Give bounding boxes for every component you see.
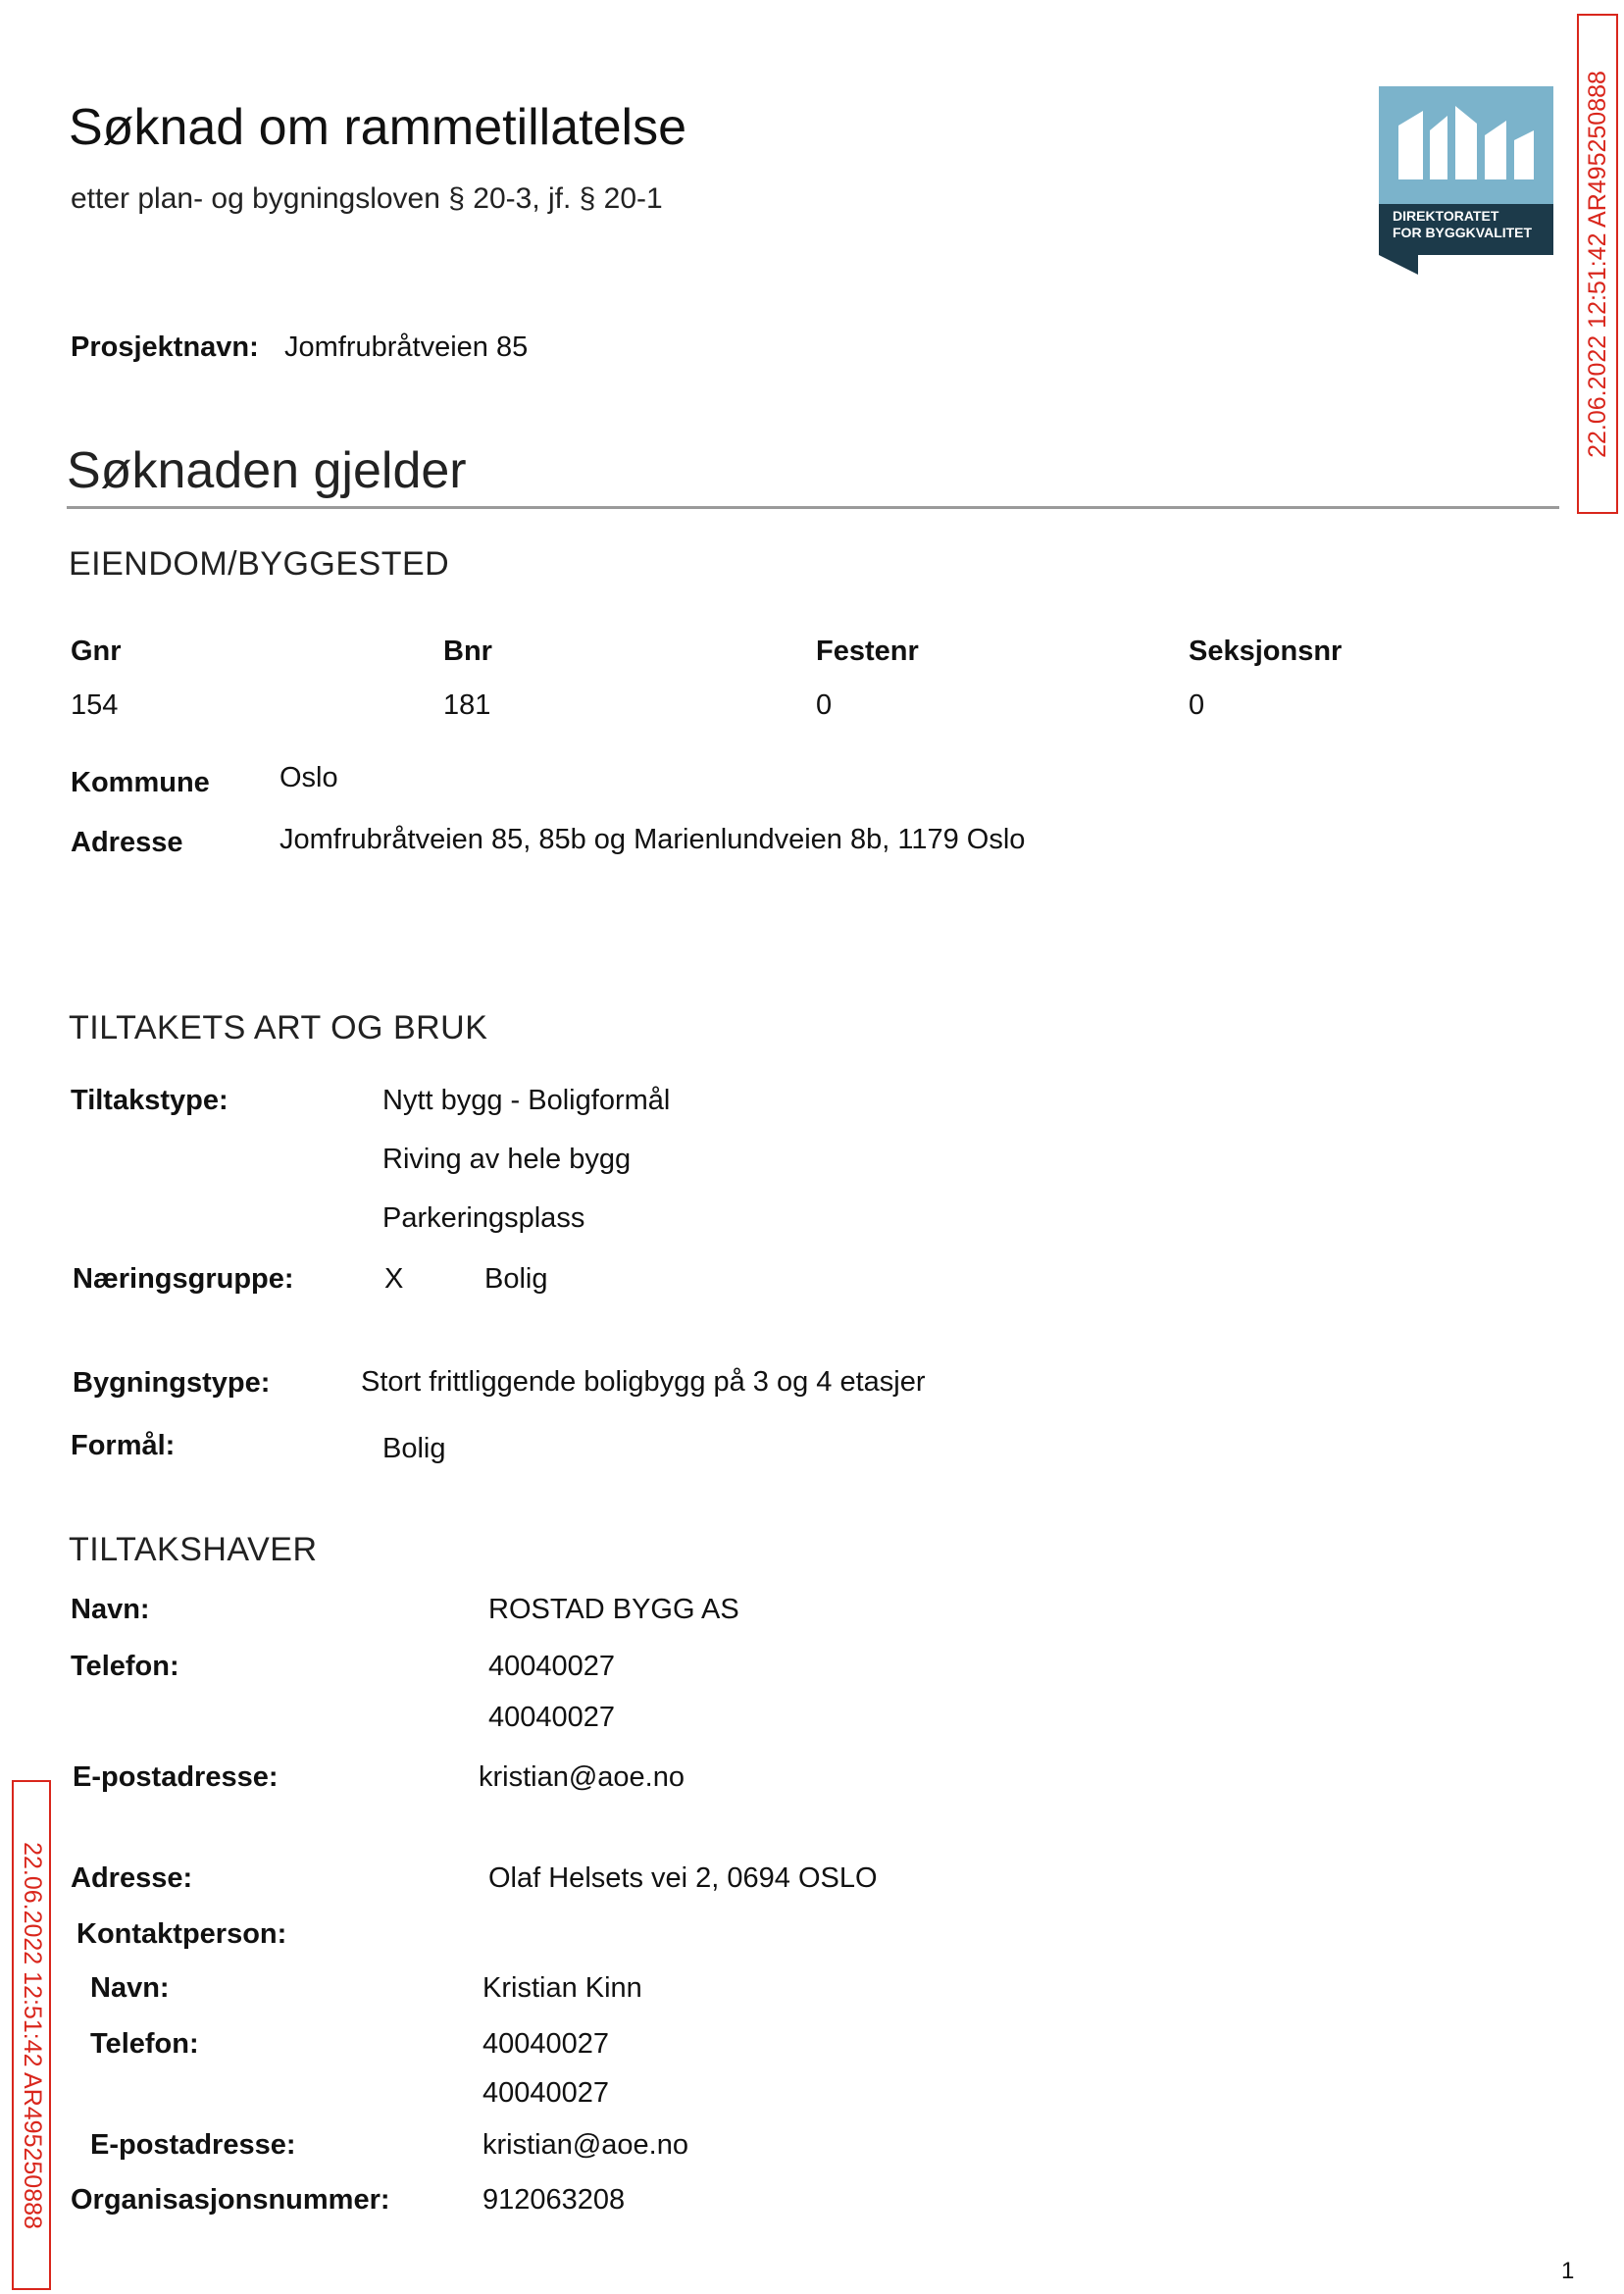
dibk-logo-icon bbox=[1379, 86, 1553, 275]
festenr-label: Festenr bbox=[816, 636, 919, 667]
adresse-value: Jomfrubråtveien 85, 85b og Marienlundveien 8b, 1179 Oslo bbox=[279, 824, 1026, 855]
formaal-value: Bolig bbox=[382, 1433, 446, 1464]
bnr-value: 181 bbox=[443, 689, 491, 721]
organisasjonsnummer-label: Organisasjonsnummer: bbox=[71, 2184, 390, 2216]
document-title: Søknad om rammetillatelse bbox=[69, 99, 686, 156]
naeringsgruppe-value: Bolig bbox=[484, 1263, 548, 1295]
tiltakshaver-epost-value: kristian@aoe.no bbox=[479, 1761, 685, 1793]
tiltakshaver-telefon-value: 40040027 bbox=[488, 1702, 616, 1733]
tiltakstype-item: Nytt bygg - Boligformål bbox=[382, 1085, 671, 1116]
logo-text-line2: FOR BYGGKVALITET bbox=[1393, 225, 1533, 240]
logo-text bbox=[1393, 208, 1532, 241]
tiltakshaver-epost-label: E-postadresse: bbox=[73, 1761, 279, 1793]
tiltakshaver-telefon-label: Telefon: bbox=[71, 1651, 179, 1682]
kontakt-epost-label: E-postadresse: bbox=[90, 2129, 296, 2161]
tiltakshaver-navn-label: Navn: bbox=[71, 1594, 150, 1625]
bygningstype-label: Bygningstype: bbox=[73, 1367, 271, 1399]
gnr-value: 154 bbox=[71, 689, 119, 721]
date-stamp-top bbox=[1577, 14, 1618, 514]
section-title: Søknaden gjelder bbox=[67, 442, 467, 499]
project-label: Prosjektnavn: bbox=[71, 331, 259, 363]
eiendom-heading: EIENDOM/BYGGESTED bbox=[69, 545, 450, 583]
kontakt-telefon-value: 40040027 bbox=[482, 2077, 610, 2109]
page-number: 1 bbox=[1561, 2258, 1575, 2284]
tiltak-heading: TILTAKETS ART OG BRUK bbox=[69, 1009, 488, 1046]
date-stamp-bottom-text: 22.06.2022 12:51:42 AR495250888 bbox=[18, 1841, 46, 2229]
tiltakstype-item: Riving av hele bygg bbox=[382, 1144, 632, 1175]
kontakt-telefon-value: 40040027 bbox=[482, 2028, 610, 2060]
project-value: Jomfrubråtveien 85 bbox=[284, 331, 529, 363]
gnr-label: Gnr bbox=[71, 636, 122, 667]
kommune-value: Oslo bbox=[279, 762, 338, 793]
kommune-label: Kommune bbox=[71, 767, 210, 798]
tiltakshaver-adresse-label: Adresse: bbox=[71, 1862, 193, 1894]
tiltakshaver-heading: TILTAKSHAVER bbox=[69, 1531, 318, 1568]
section-divider bbox=[67, 506, 1559, 509]
adresse-label: Adresse bbox=[71, 827, 183, 858]
kontaktperson-label: Kontaktperson: bbox=[76, 1918, 287, 1950]
date-stamp-top-text: 22.06.2022 12:51:42 AR495250888 bbox=[1583, 70, 1611, 458]
organisasjonsnummer-value: 912063208 bbox=[482, 2184, 626, 2216]
seksjonsnr-label: Seksjonsnr bbox=[1189, 636, 1343, 667]
bnr-label: Bnr bbox=[443, 636, 492, 667]
bygningstype-value: Stort frittliggende boligbygg på 3 og 4 etasjer bbox=[361, 1366, 926, 1398]
tiltakstype-item: Parkeringsplass bbox=[382, 1202, 585, 1234]
kontakt-telefon-label: Telefon: bbox=[90, 2028, 199, 2060]
logo-text-line1: DIREKTORATET bbox=[1393, 208, 1499, 224]
date-stamp-bottom bbox=[12, 1780, 51, 2290]
tiltakstype-label: Tiltakstype: bbox=[71, 1085, 228, 1116]
naeringsgruppe-label: Næringsgruppe: bbox=[73, 1263, 294, 1295]
festenr-value: 0 bbox=[816, 689, 833, 721]
formaal-label: Formål: bbox=[71, 1430, 176, 1461]
document-subtitle: etter plan- og bygningsloven § 20-3, jf. § 20-1 bbox=[71, 182, 663, 215]
tiltakshaver-telefon-value: 40040027 bbox=[488, 1651, 616, 1682]
kontakt-navn-label: Navn: bbox=[90, 1972, 170, 2004]
seksjonsnr-value: 0 bbox=[1189, 689, 1205, 721]
tiltakshaver-navn-value: ROSTAD BYGG AS bbox=[488, 1594, 739, 1625]
naeringsgruppe-code: X bbox=[384, 1263, 404, 1295]
kontakt-epost-value: kristian@aoe.no bbox=[482, 2129, 688, 2161]
tiltakshaver-adresse-value: Olaf Helsets vei 2, 0694 OSLO bbox=[488, 1862, 878, 1894]
kontakt-navn-value: Kristian Kinn bbox=[482, 1972, 642, 2004]
